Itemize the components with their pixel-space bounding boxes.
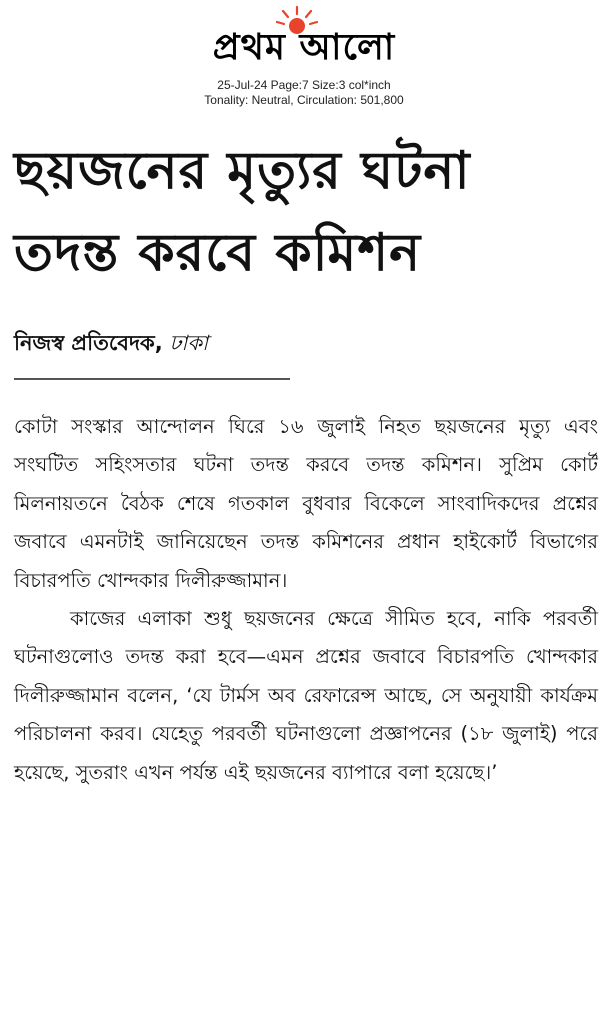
article-paragraph-2: কাজের এলাকা শুধু ছয়জনের ক্ষেত্রে সীমিত হবে, নাকি পরবর্তী ঘটনাগুলোও তদন্ত করা হবে—এমন প্রশ্নের জবাবে বিচারপতি খোন্দকার দিলীরুজ্জামান বলেন, ‘যে টার্মস অব রেফারেন্স আছে, সে অনুযায়ী কার্যক্রম পরিচালনা করব। যেহেতু পরবর্তী ঘটনাগুলো প্রজ্ঞাপনের (১৮ জুলাই) পরে হয়েছে, সুতরাং এখন পর্যন্ত এই ছয়জনের ব্যাপারে বলা হয়েছে।’ [14, 607, 598, 784]
headline [14, 130, 594, 294]
byline-reporter: নিজস্ব প্রতিবেদক, [14, 331, 163, 355]
logo-text: প্রথম আলো [212, 26, 396, 68]
article-paragraph-1: কোটা সংস্কার আন্দোলন ঘিরে ১৬ জুলাই নিহত ছয়জনের মৃত্যু এবং সংঘটিত সহিংসতার ঘটনা তদন্ত করবে তদন্ত কমিশন। সুপ্রিম কোর্ট মিলনায়তনে বৈঠক শেষে গতকাল বুধবার বিকেলে সাংবাদিকদের প্রশ্নের জবাবে এমনটাই জানিয়েছেন তদন্ত কমিশনের প্রধান হাইকোর্ট বিভাগের বিচারপতি খোন্দকার দিলীরুজ্জামান। [14, 415, 598, 592]
byline-place: ঢাকা [169, 331, 209, 355]
headline-line-2: তদন্ত করবে কমিশন [14, 223, 422, 283]
clip-date-page-size: 25-Jul-24 Page:7 Size:3 col*inch [217, 78, 391, 92]
clip-tonality-circulation: Tonality: Neutral, Circulation: 501,800 [204, 93, 404, 107]
masthead [0, 0, 608, 110]
clipping-metadata [0, 78, 608, 108]
prothom-alo-logo [168, 14, 440, 72]
article-body [14, 408, 598, 792]
byline [14, 328, 314, 358]
headline-line-1: ছয়জনের মৃত্যুর ঘটনা [14, 141, 471, 201]
byline-divider [14, 378, 290, 380]
